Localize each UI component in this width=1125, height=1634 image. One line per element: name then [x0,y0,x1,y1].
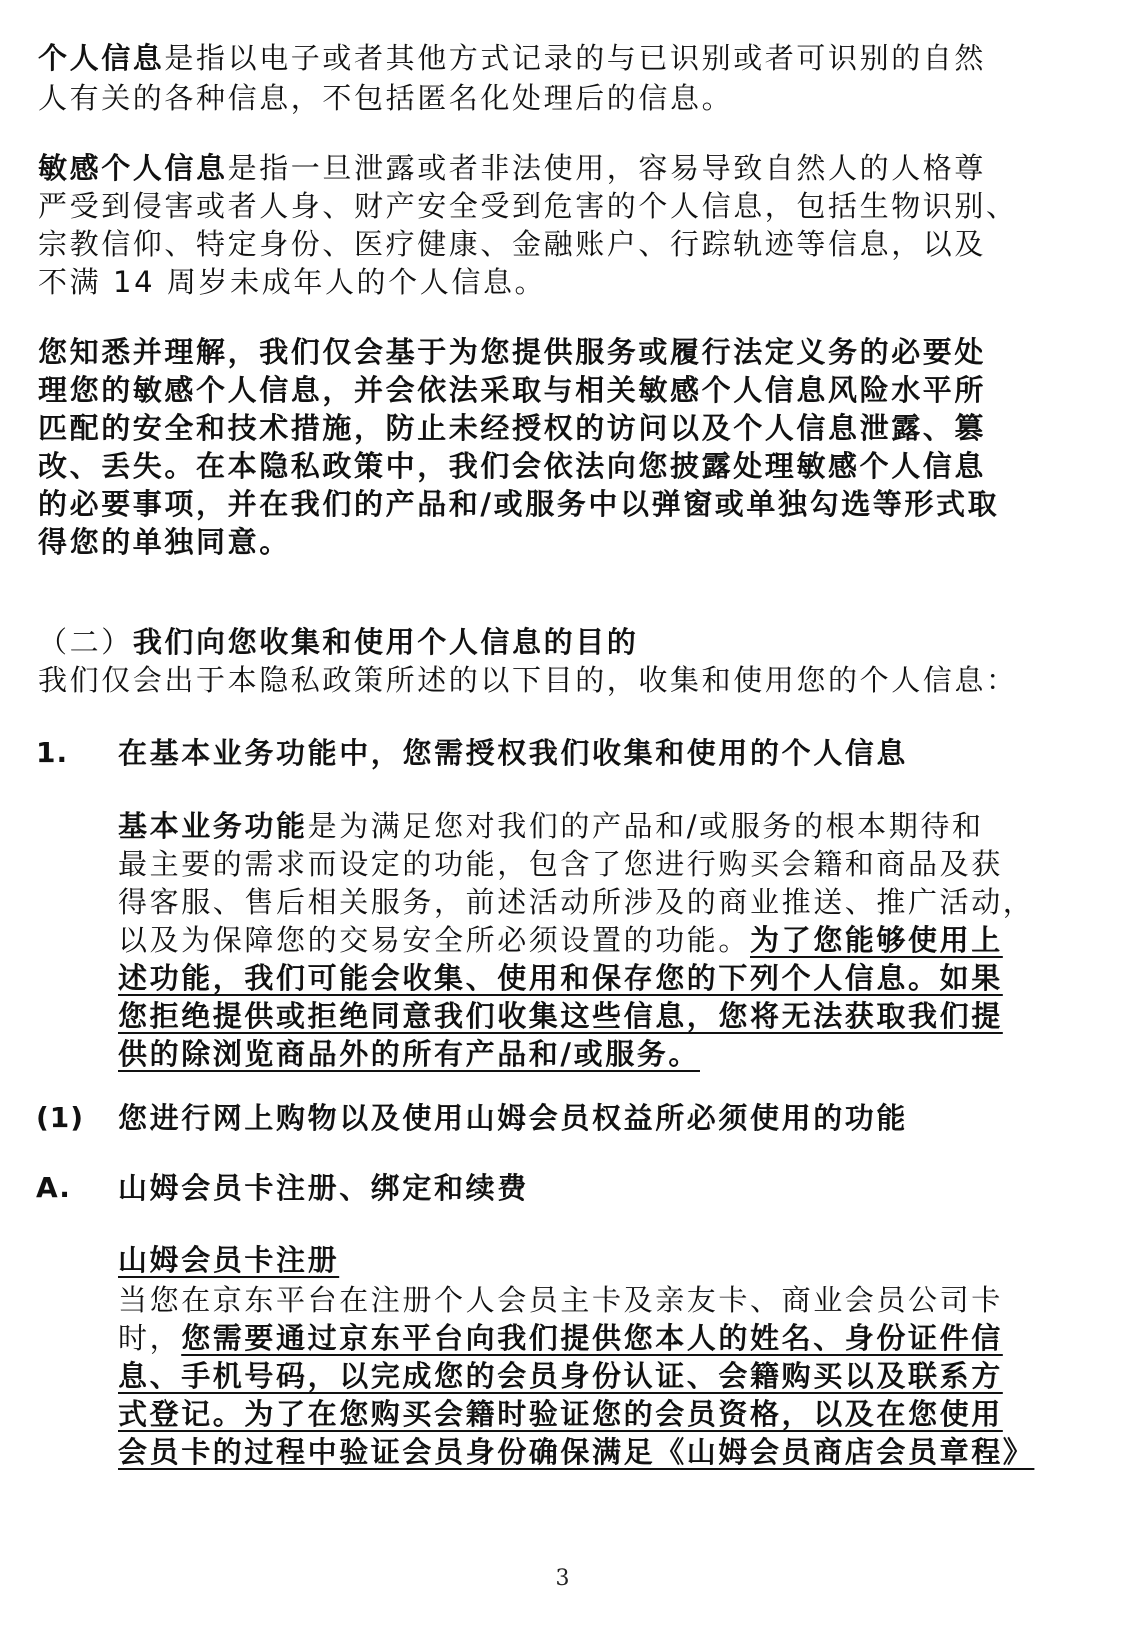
card-registration-line-1: 当您在京东平台在注册个人会员主卡及亲友卡、商业会员公司卡 [118,1283,1003,1317]
item-number: 1. [36,736,69,769]
basic-function-line-2: 最主要的需求而设定的功能，包含了您进行购买会籍和商品及获 [118,847,1003,881]
subitem-title: 您进行网上购物以及使用山姆会员权益所必须使用的功能 [118,1101,909,1135]
card-registration-line-5: 会员卡的过程中验证会员身份确保满足《山姆会员商店会员章程》 [118,1435,1035,1469]
term-sensitive-info: 敏感个人信息 [38,151,228,185]
subitem-a-number: A. [36,1171,71,1204]
paragraph-sensitive-info-line-3: 宗教信仰、特定身份、医疗健康、金融账户、行踪轨迹等信息，以及 [38,227,987,261]
basic-function-line-4: 以及为保障您的交易安全所必须设置的功能。为了您能够使用上 [118,923,1003,957]
card-registration-heading: 山姆会员卡注册 [118,1243,340,1277]
paragraph-consent-line-4: 改、丢失。在本隐私政策中，我们会依法向您披露处理敏感个人信息 [38,449,987,483]
paragraph-consent-line-2: 理您的敏感个人信息，并会依法采取与相关敏感个人信息风险水平所 [38,373,987,407]
paragraph-consent-line-5: 的必要事项，并在我们的产品和/或服务中以弹窗或单独勾选等形式取 [38,487,1000,521]
term-basic-function: 基本业务功能 [118,809,308,843]
paragraph-consent-line-1: 您知悉并理解，我们仅会基于为您提供服务或履行法定义务的必要处 [38,335,987,369]
card-registration-line-3: 息、手机号码，以完成您的会员身份认证、会籍购买以及联系方 [118,1359,1003,1393]
basic-function-line-6: 您拒绝提供或拒绝同意我们收集这些信息，您将无法获取我们提 [118,999,1003,1033]
paragraph-personal-info-line-2: 人有关的各种信息，不包括匿名化处理后的信息。 [38,81,734,115]
subitem-a-title: 山姆会员卡注册、绑定和续费 [118,1171,529,1205]
card-registration-line-2: 时，您需要通过京东平台向我们提供您本人的姓名、身份证件信 [118,1321,1003,1355]
paragraph-sensitive-info-line-1: 敏感个人信息是指一旦泄露或者非法使用，容易导致自然人的人格尊 [38,151,987,185]
paragraph-consent-line-3: 匹配的安全和技术措施，防止未经授权的访问以及个人信息泄露、篡 [38,411,987,445]
paragraph-personal-info-line-1: 个人信息是指以电子或者其他方式记录的与已识别或者可识别的自然 [38,41,987,75]
paragraph-consent-line-6: 得您的单独同意。 [38,525,291,559]
page-number: 3 [555,1566,570,1591]
paragraph-sensitive-info-line-4: 不满 14 周岁未成年人的个人信息。 [38,265,547,299]
basic-function-line-7: 供的除浏览商品外的所有产品和/或服务。 [118,1037,700,1071]
card-registration-line-4: 式登记。为了在您购买会籍时验证您的会员资格，以及在您使用 [118,1397,1003,1431]
section-intro: 我们仅会出于本隐私政策所述的以下目的，收集和使用您的个人信息： [38,663,1018,697]
paragraph-sensitive-info-line-2: 严受到侵害或者人身、财产安全受到危害的个人信息，包括生物识别、 [38,189,1018,223]
basic-function-line-1: 基本业务功能是为满足您对我们的产品和/或服务的根本期待和 [118,809,984,843]
item-title: 在基本业务功能中，您需授权我们收集和使用的个人信息 [118,736,909,770]
subitem-number: (1) [36,1101,85,1134]
section-heading: （二）我们向您收集和使用个人信息的目的 [38,625,639,659]
term-personal-info: 个人信息 [38,41,165,75]
basic-function-line-5: 述功能，我们可能会收集、使用和保存您的下列个人信息。如果 [118,961,1003,995]
basic-function-line-3: 得客服、售后相关服务，前述活动所涉及的商业推送、推广活动， [118,885,1035,919]
